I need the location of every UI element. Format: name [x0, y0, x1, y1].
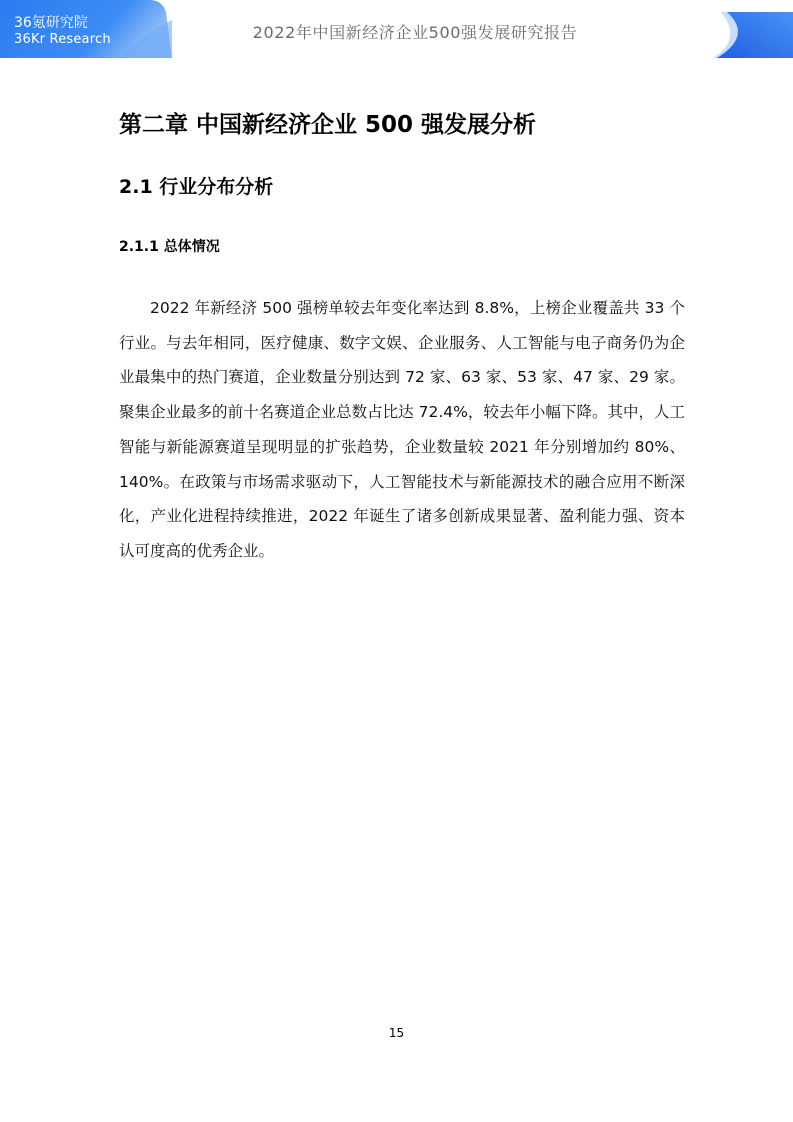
- chapter-title: 第二章 中国新经济企业 500 强发展分析: [119, 112, 537, 138]
- header-decoration-icon: [713, 0, 793, 60]
- body-paragraph: 2022 年新经济 500 强榜单较去年变化率达到 8.8%，上榜企业覆盖共 33 个行业。与去年相同，医疗健康、数字文娱、企业服务、人工智能与电子商务仍为企业最集中的热门赛道，企业数量分别达到 72 家、63 家、53 家、47 家、29 家。聚集企业最多的前十名赛道企业总数占比达 72.4%，较去年小幅下降。其中，人工智能与新能源赛道呈现明显的扩张趋势，企业数量较 2021 年分别增加约 80%、140%。在政策与市场需求驱动下，人工智能技术与新能源技术的融合应用不断深化，产业化进程持续推进，2022 年诞生了诸多创新成果显著、盈利能力强、资本认可度高的优秀企业。: [119, 299, 685, 560]
- header-logo: [0, 0, 172, 58]
- report-title: 2022年中国新经济企业500强发展研究报告: [252, 23, 578, 42]
- logo-name-cn: 36氪研究院: [14, 15, 88, 31]
- page-number: 15: [388, 1026, 405, 1040]
- logo-name-en: 36Kr Research: [14, 32, 111, 47]
- section-title: 2.1 行业分布分析: [119, 176, 274, 198]
- subsection-title: 2.1.1 总体情况: [119, 239, 220, 255]
